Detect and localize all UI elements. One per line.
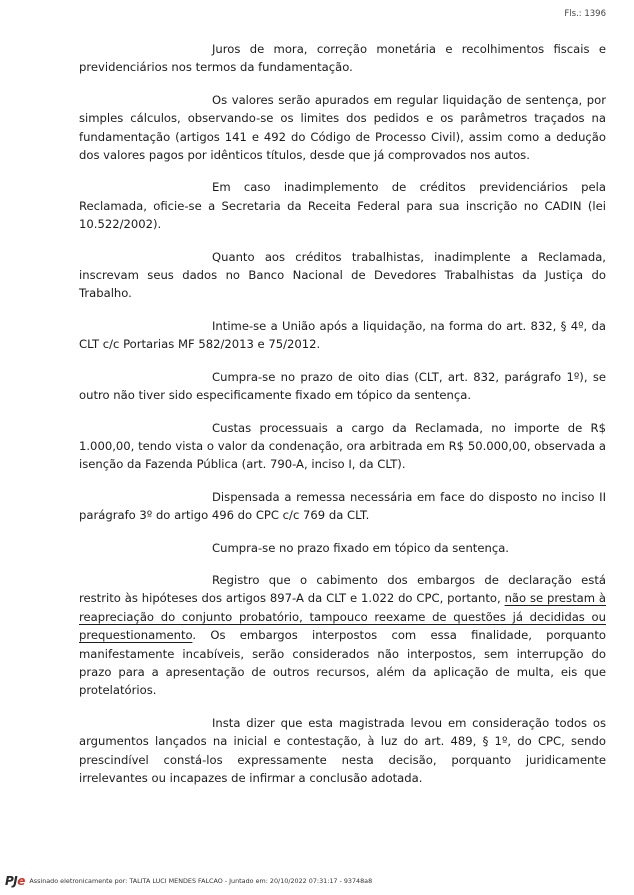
embargos-text-end: . Os embargos interpostos com essa finalidade, porquanto manifestamente incabíveis, serão considerados não interpostos, sem interrupção do prazo para a apresentação de outros recursos, além da aplicação de multa, eis que protelatórios. (79, 628, 606, 698)
paragraph-deadline: Cumpra-se no prazo de oito dias (CLT, art. 832, parágrafo 1º), se outro não tiver sido especificamente fixado em tópico da sentença. (79, 369, 606, 403)
paragraph-arguments: Insta dizer que esta magistrada levou em consideração todos os argumentos lançados na inicial e contestação, à luz do art. 489, § 1º, do CPC, sendo prescindível constá-los expressamente nesta decisão, porquanto juridicamente irrelevantes ou incapazes de infirmar a conclusão adotada. (79, 715, 606, 785)
paragraph-labor-debtors: Quanto aos créditos trabalhistas, inadimplente a Reclamada, inscrevam seus dados no Banco Nacional de Devedores Trabalhistas da Justiça do Trabalho. (79, 249, 606, 301)
paragraph-mandatory-review: Dispensada a remessa necessária em face do disposto no inciso II parágrafo 3º do artigo 496 do CPC c/c 769 da CLT. (79, 489, 606, 523)
document-body (79, 40, 606, 787)
paragraph-union-notice: Intime-se a União após a liquidação, na forma do art. 832, § 4º, da CLT c/c Portarias MF 582/2013 e 75/2012. (79, 318, 606, 352)
signature-text: Assinado eletronicamente por: TALITA LUCI MENDES FALCAO - Juntado em: 20/10/2022 07:31:17 - 93748a8 (29, 877, 373, 885)
paragraph-fixed-deadline: Cumpra-se no prazo fixado em tópico da sentença. (212, 540, 509, 555)
paragraph-liquidation: Os valores serão apurados em regular liquidação de sentença, por simples cálculos, observando-se os limites dos pedidos e os parâmetros traçados na fundamentação (artigos 141 e 492 do Código de Processo Civil), assim como a dedução dos valores pagos por idênticos títulos, desde que já comprovados nos autos. (79, 92, 606, 163)
pje-logo-main: PJ (5, 874, 18, 888)
pje-logo (5, 874, 25, 888)
paragraph-embargos (79, 571, 606, 700)
paragraph-interest: Juros de mora, correção monetária e recolhimentos fiscais e previdenciários nos termos da fundamentação. (79, 42, 606, 75)
signature-footer (5, 873, 372, 889)
page-number: Fls.: 1396 (564, 9, 606, 19)
pje-logo-accent: e (17, 874, 26, 888)
embargos-text-start: Registro que o cabimento dos embargos de declaração está restrito às hipóteses dos artigos 897-A da CLT e 1.022 do CPC, portanto, (79, 572, 606, 606)
highlighted-underlined-text: não se prestam à reapreciação do conjunto probatório, tampouco reexame de questões já decididas ou prequestionamento (79, 591, 606, 643)
paragraph-court-costs: Custas processuais a cargo da Reclamada, no importe de R$ 1.000,00, tendo vista o valor da condenação, ora arbitrada em R$ 50.000,00, observada a isenção da Fazenda Pública (art. 790-A, inciso I, da CLT). (79, 420, 606, 472)
paragraph-cadin: Em caso inadimplemento de créditos previdenciários pela Reclamada, oficie-se a Secretaria da Receita Federal para sua inscrição no CADIN (lei 10.522/2002). (79, 180, 606, 232)
